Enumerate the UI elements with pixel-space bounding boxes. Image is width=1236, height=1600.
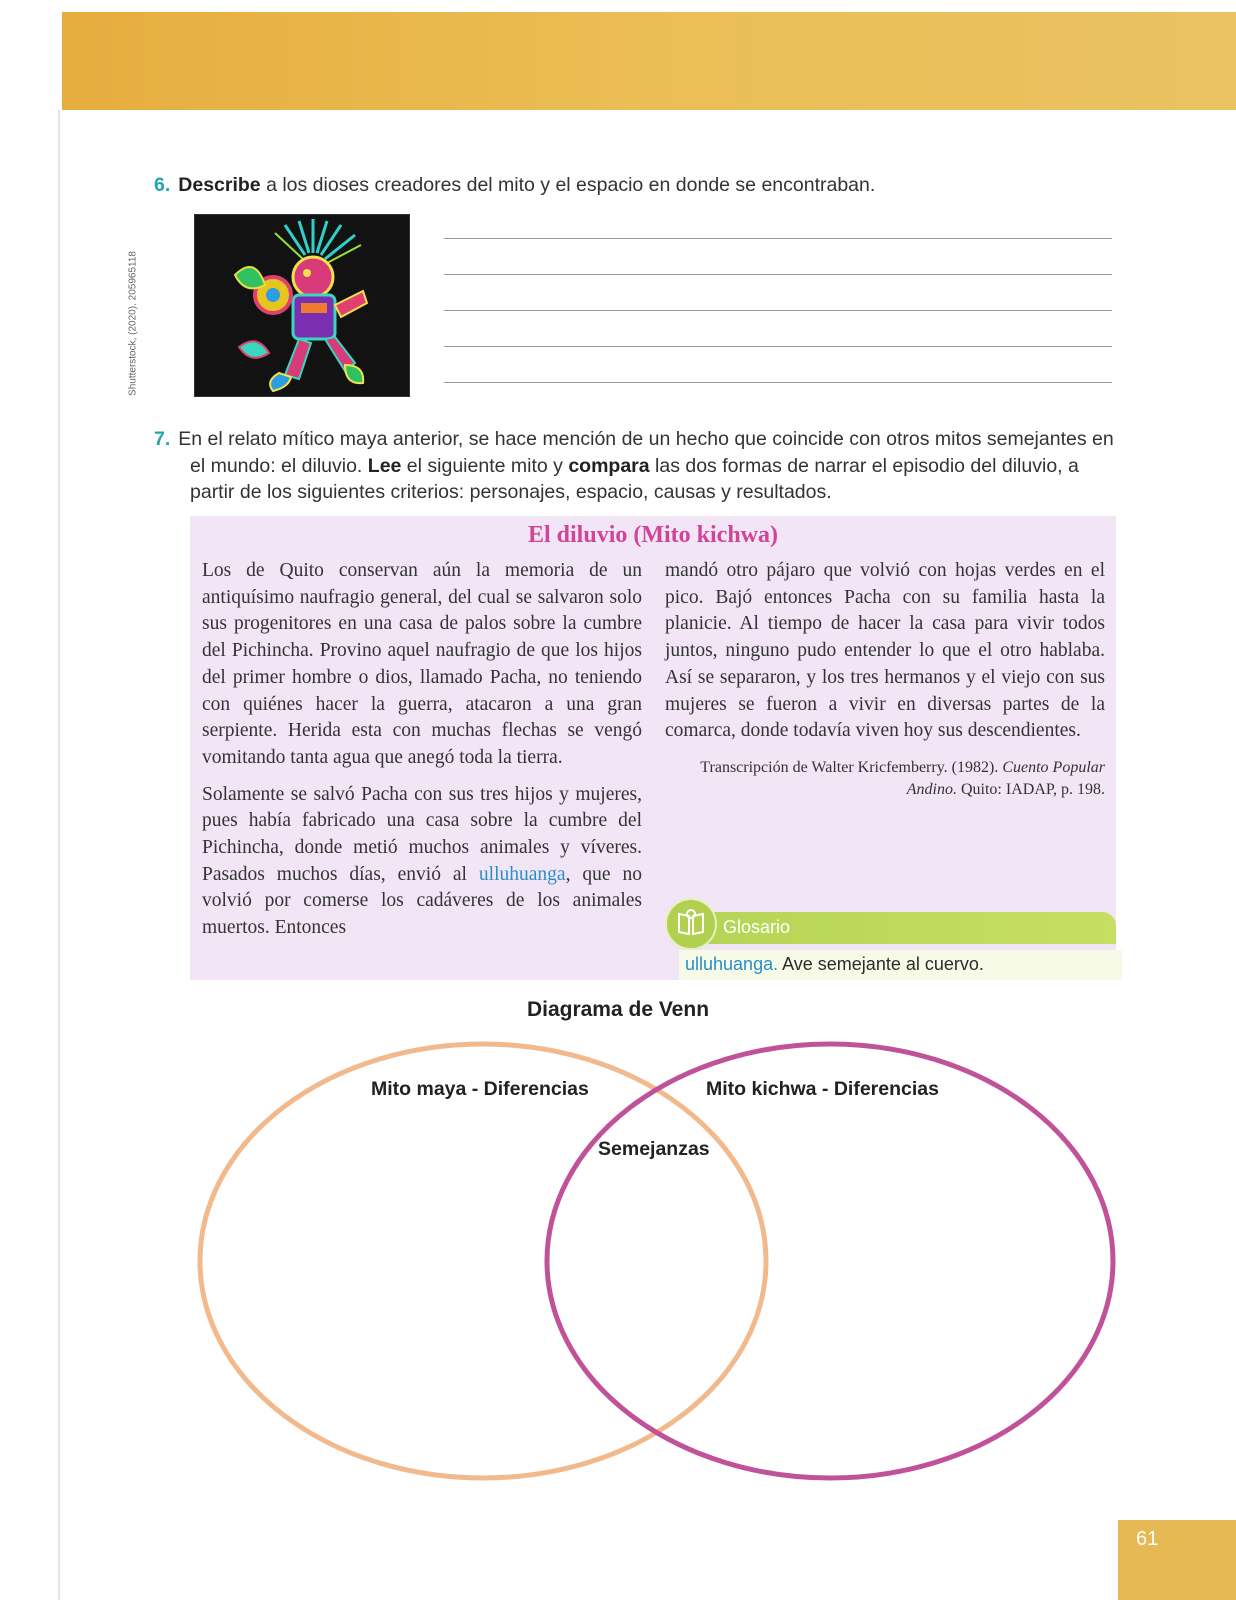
paragraph-text: , que no volvió por comerse los cadáveres de los animales muertos. Entonces <box>202 863 643 939</box>
glossary-label: Glosario <box>723 917 791 937</box>
venn-title: Diagrama de Venn <box>526 998 710 1021</box>
venn-circle-right <box>547 1044 1113 1478</box>
question-verb: Describe <box>178 174 261 196</box>
paragraph-text: Solamente se salvó Pacha con sus tres hijos y mujeres, pues había fabricado una casa sobre la cumbre del Pichincha, donde metió muchos animales y víveres. Pasados muchos días, envió al <box>202 783 642 885</box>
citation-text: Quito: IADAP, p. 198. <box>956 780 1105 798</box>
question-number: 6. <box>154 174 171 196</box>
page-number: 61 <box>1136 1528 1159 1550</box>
paragraph: mandó otro pájaro que volvió con hojas verdes en el pico. Bajó entonces Pacha con su familia hasta la planicie. Al tiempo de hacer la casa para vivir todos juntos, ninguno pudo entender lo que el otro hablaba. Así se separaron, y los tres hermanos y el viejo con sus mujeres se fueron a vivir en diversas partes de la comarca, donde todavía viven hoy sus descendientes. <box>665 560 1105 742</box>
venn-label-center: Semejanzas <box>598 1138 710 1160</box>
citation-text: Transcripción de Walter Kricfemberry. (1982). <box>700 758 1003 776</box>
question-text: el siguiente mito y <box>401 454 569 477</box>
question-text: En el relato mítico maya anterior, se hace mención de un hecho que coincide con otros mitos semejantes en el mundo: el diluvio. <box>178 428 1114 477</box>
question-text: a los dioses creadores del mito y el espacio en donde se encontraban. <box>260 174 876 196</box>
question-verb: compara <box>568 454 650 477</box>
paragraph: Los de Quito conservan aún la memoria de un antiquísimo naufragio general, del cual se salvaron solo sus progenitores en una casa de palos sobre la cumbre del Pichincha. Provino aquel naufragio de que los hijos del primer hombre o dios, llamado Pacha, no teniendo con quiénes hacer la guerra, atacaron a una gran serpiente. Herida esta con muchas flechas se vengó vomitando tanta agua que anegó toda la tierra. <box>202 560 642 768</box>
glossary-term: ulluhuanga. <box>685 954 779 974</box>
question-text: las dos formas de narrar el episodio del diluvio, a partir de los siguientes criterios: personajes, espacio, causas y resultados. <box>190 454 1079 503</box>
glossary-term-link[interactable]: ulluhuanga <box>478 863 566 885</box>
venn-label-left: Mito maya - Diferencias <box>371 1078 589 1100</box>
venn-circle-left <box>200 1044 766 1478</box>
glossary-definition: Ave semejante al cuervo. <box>778 954 984 974</box>
question-verb: Lee <box>367 454 402 477</box>
reading-title: El diluvio (Mito kichwa) <box>527 522 779 548</box>
citation-title: Cuento Popular Andino. <box>906 758 1105 798</box>
venn-label-right: Mito kichwa - Diferencias <box>706 1078 939 1100</box>
question-number: 7. <box>154 428 171 450</box>
image-credit: Shutterstock, (2020). 205965118 <box>127 251 139 396</box>
